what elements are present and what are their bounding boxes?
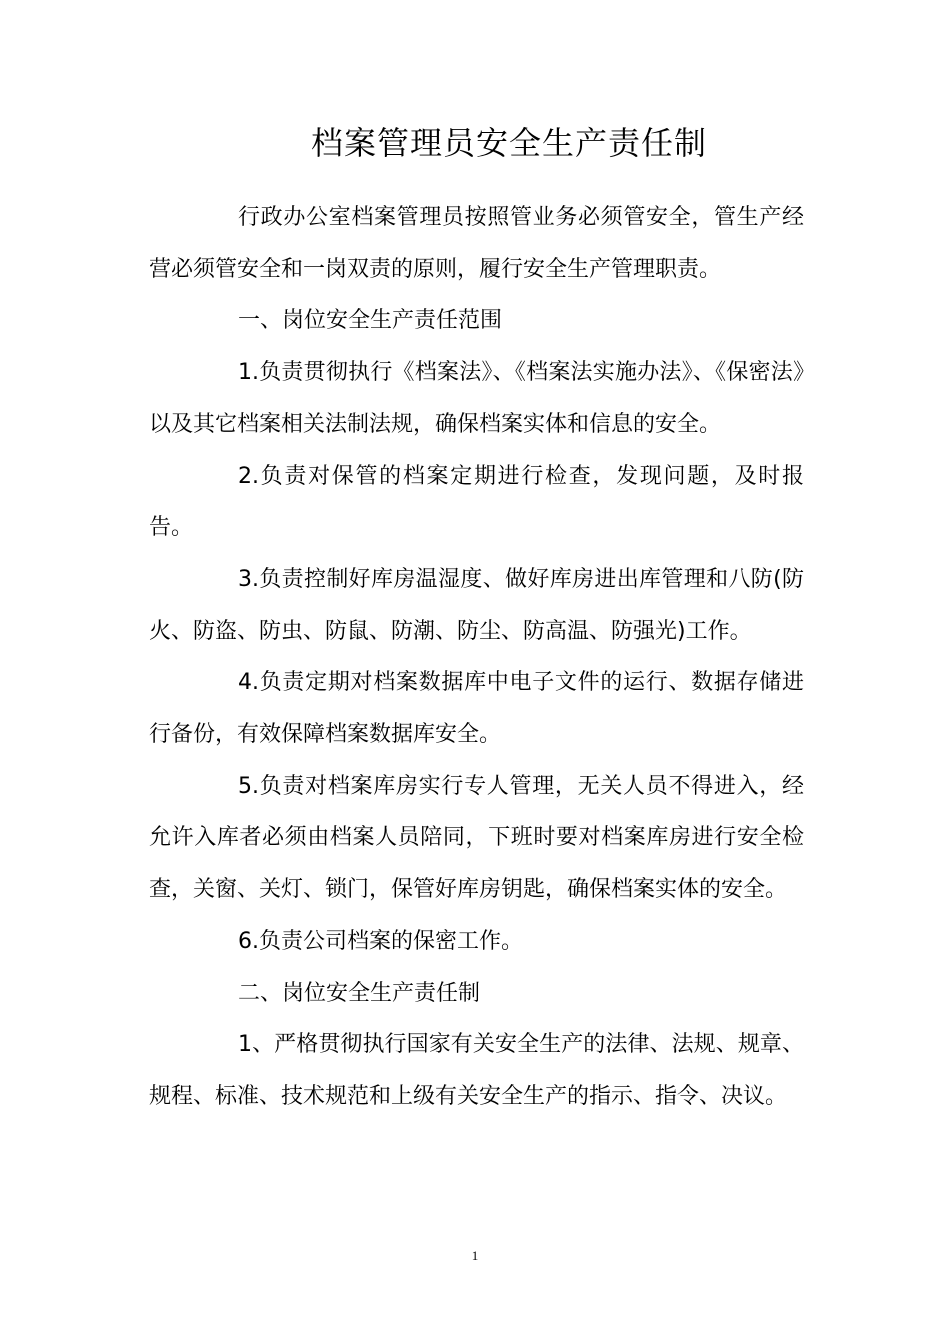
section-heading-1: 一、岗位安全生产责任范围 [238,308,503,334]
list-item: 5.负责对档案库房实行专人管理，无关人员不得进入，经允许入库者必须由档案人员陪同，下班时要对档案库房进行安全检查，关窗、关灯、锁门，保管好库房钥匙，确保档案实体的安全。 [149,773,804,903]
intro-paragraph: 行政办公室档案管理员按照管业务必须管安全，管生产经营必须管安全和一岗双责的原则，履行安全生产管理职责。 [149,205,804,282]
list-item: 2.负责对保管的档案定期进行检查，发现问题，及时报告。 [149,463,804,541]
list-item: 1、严格贯彻执行国家有关安全生产的法律、法规、规章、规程、标准、技术规范和上级有关安全生产的指示、指令、决议。 [149,1032,804,1109]
list-item: 3.负责控制好库房温湿度、做好库房进出库管理和八防(防火、防盗、防虫、防鼠、防潮、防尘、防高温、防强光)工作。 [149,566,804,644]
list-item: 4.负责定期对档案数据库中电子文件的运行、数据存储进行备份，有效保障档案数据库安全。 [149,670,804,748]
section-heading-2: 二、岗位安全生产责任制 [238,980,481,1006]
document-body [149,192,804,1123]
list-item: 1.负责贯彻执行《档案法》、《档案法实施办法》、《保密法》以及其它档案相关法制法规，确保档案实体和信息的安全。 [149,360,804,437]
list-item: 6.负责公司档案的保密工作。 [238,928,523,954]
document-title: 档案管理员安全生产责任制 [310,124,707,162]
page-number: 1 [471,1248,479,1263]
